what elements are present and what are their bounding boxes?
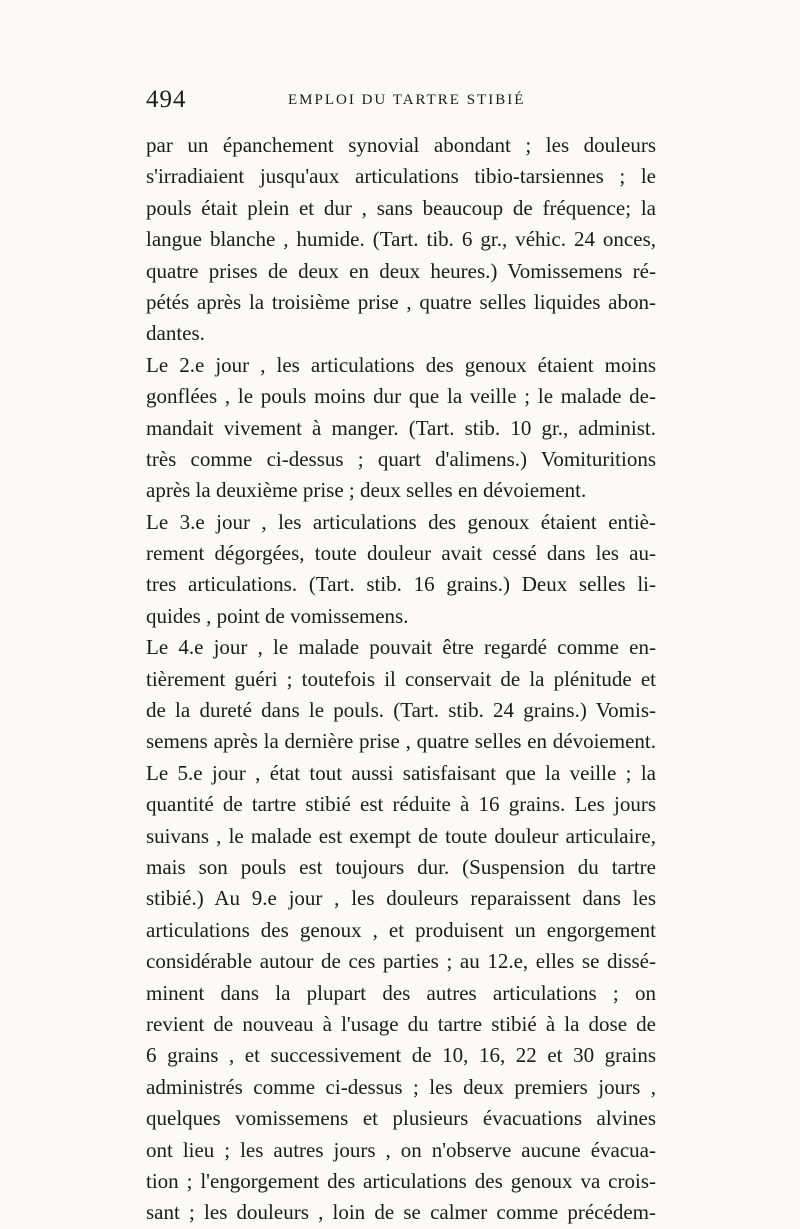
- text-line: par un épanchement synovial abondant ; les douleurs: [146, 133, 656, 157]
- text-line: dantes.: [146, 321, 205, 346]
- running-head: [146, 86, 656, 126]
- text-line: quatre prises de deux en deux heures.) Vomissemens ré-: [146, 258, 656, 283]
- text-line: mais son pouls est toujours dur. (Suspension du tartre: [146, 854, 656, 879]
- text-line: après la deuxième prise ; deux selles en dévoiement.: [146, 478, 587, 503]
- text-line: revient de nouveau à l'usage du tartre stibié à la dose de: [146, 1011, 656, 1036]
- text-line: administrés comme ci-dessus ; les deux premiers jours ,: [146, 1074, 656, 1099]
- text-line: pétés après la troisième prise , quatre selles liquides abon-: [146, 289, 656, 314]
- text-line: rement dégorgées, toute douleur avait cessé dans les au-: [146, 541, 656, 566]
- text-line: suivans , le malade est exempt de toute douleur articulaire,: [146, 823, 656, 848]
- text-line: Le 4.e jour , le malade pouvait être regardé comme en-: [146, 635, 656, 660]
- text-line: 6 grains , et successivement de 10, 16, 22 et 30 grains: [146, 1043, 656, 1068]
- running-title: EMPLOI DU TARTRE STIBIÉ: [288, 92, 526, 108]
- text-line: s'irradiaient jusqu'aux articulations tibio-tarsiennes ; le: [146, 164, 656, 189]
- text-line: considérable autour de ces parties ; au 12.e, elles se dissé-: [146, 949, 656, 974]
- text-line: semens après la dernière prise , quatre selles en dévoiement.: [146, 729, 656, 754]
- text-line: tion ; l'engorgement des articulations des genoux va crois-: [146, 1168, 656, 1193]
- text-line: pouls était plein et dur , sans beaucoup de fréquence; la: [146, 195, 656, 220]
- text-line: stibié.) Au 9.e jour , les douleurs reparaissent dans les: [146, 886, 656, 911]
- text-line: tièrement guéri ; toutefois il conservait de la plénitude et: [146, 666, 656, 691]
- text-line: gonflées , le pouls moins dur que la veille ; le malade de-: [146, 384, 656, 409]
- text-line: Le 3.e jour , les articulations des genoux étaient entiè-: [146, 509, 656, 534]
- text-line: langue blanche , humide. (Tart. tib. 6 gr., véhic. 24 onces,: [146, 227, 656, 252]
- text-line: sant ; les douleurs , loin de se calmer comme précédem-: [146, 1200, 656, 1225]
- text-line: ont lieu ; les autres jours , on n'observe aucune évacua-: [146, 1137, 656, 1162]
- text-line: quides , point de vomissemens.: [146, 603, 409, 628]
- text-line: minent dans la plupart des autres articulations ; on: [146, 980, 656, 1005]
- page-number: 494: [146, 86, 187, 113]
- text-line: tres articulations. (Tart. stib. 16 grains.) Deux selles li-: [146, 572, 656, 597]
- body-text: [146, 130, 656, 1229]
- text-line: quantité de tartre stibié est réduite à 16 grains. Les jours: [146, 792, 656, 817]
- text-line: très comme ci-dessus ; quart d'alimens.) Vomituritions: [146, 446, 656, 471]
- text-line: Le 2.e jour , les articulations des genoux étaient moins: [146, 352, 656, 377]
- text-line: articulations des genoux , et produisent un engorgement: [146, 917, 656, 942]
- text-line: mandait vivement à manger. (Tart. stib. 10 gr., administ.: [146, 415, 656, 440]
- text-line: quelques vomissemens et plusieurs évacuations alvines: [146, 1106, 656, 1131]
- text-line: Le 5.e jour , état tout aussi satisfaisant que la veille ; la: [146, 760, 656, 785]
- text-line: de la dureté dans le pouls. (Tart. stib. 24 grains.) Vomis-: [146, 698, 656, 723]
